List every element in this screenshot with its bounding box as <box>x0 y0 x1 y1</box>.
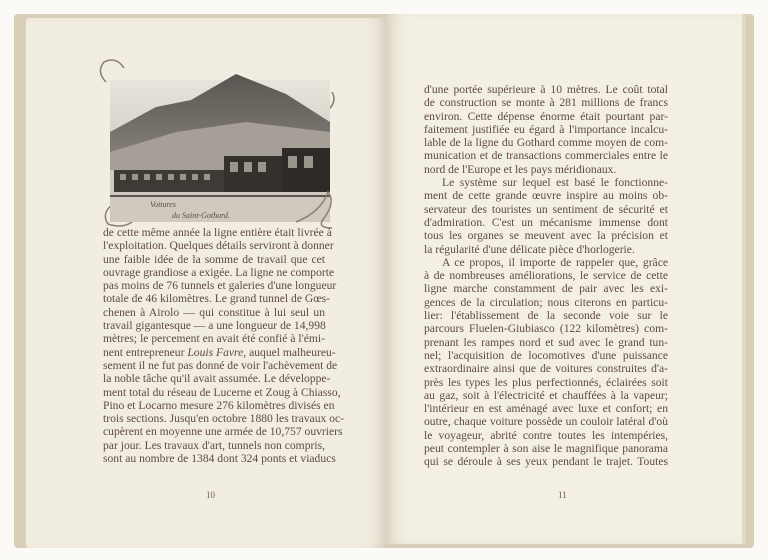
text-line: une faible idée de la somme de travail que cet <box>103 252 325 266</box>
text-line: totale de 46 kilomètres. Le grand tunnel de Gœs- <box>103 292 330 306</box>
text-line: prenant les rampes nord et sud avec le grand tun- <box>424 335 668 349</box>
text-line: gences de la circulation; nous citerons en particu- <box>424 295 668 309</box>
text-line: servateur des touristes un sentiment de sécurité et <box>424 202 668 216</box>
text-line: munication et de transactions commerciales entre le <box>424 149 668 163</box>
text-line: ligne marche constamment de pair avec les exi- <box>424 282 668 296</box>
page-number: 10 <box>206 490 215 500</box>
text-line: ment de cette grande œuvre inspire au moins ob- <box>424 189 668 203</box>
text-line: l'intérieur en est aménagé avec luxe et confort; en <box>424 402 668 416</box>
text-line: environ. Cette dépense énorme était pourtant par- <box>424 109 668 123</box>
text-line: faitement justifiée eu égard à l'importance incalcu- <box>424 122 668 136</box>
text-line <box>103 345 336 359</box>
text-line: cupèrent en moyenne une armée de 10,757 ouvriers <box>103 425 343 439</box>
text-line: près les types les plus perfectionnés, éclairées soit <box>424 375 668 389</box>
text-line: parcours Fluelen-Giubiasco (122 kilomètres) com- <box>424 322 668 336</box>
text-line: la noble tâche qu'il avait assumée. Le développe- <box>103 372 331 386</box>
train-illustration <box>96 52 338 232</box>
person-name: Louis Favre <box>187 345 244 359</box>
text-line: trois sections. Jusqu'en octobre 1880 les travaux oc- <box>103 412 344 426</box>
text-line: chenen à Airolo — qui constitue à lui seul un <box>103 305 325 319</box>
text-line: sont au nombre de 1384 dont 324 ponts et viaducs <box>103 452 336 466</box>
text-line: pas moins de 76 tunnels et galeries d'une longueur <box>103 279 337 293</box>
text-line: qui se déroule à ses yeux pendant le trajet. Toutes <box>424 455 668 469</box>
text-line: sement il ne fut pas donné de voir l'achèvement de <box>103 358 338 372</box>
caption-line-2: du Saint-Gothard. <box>172 211 230 220</box>
text-line: ouvrage grandiose a exigée. La ligne ne comporte <box>103 265 335 279</box>
text-segment: , auquel malheureu- <box>243 345 336 359</box>
text-line: le voyageur, abrité contre toutes les intempéries, <box>424 428 668 442</box>
text-line: lable de la ligne du Gothard comme moyen de com- <box>424 136 668 150</box>
text-line: au gaz, soit à l'électricité et chauffées à la vapeur; <box>424 388 668 402</box>
caption-line-1: Voitures <box>150 200 176 209</box>
text-line: extraordinaire ainsi que de voitures construites d'a- <box>424 362 668 376</box>
text-line: de construction se monte à 281 millions de francs <box>424 96 668 110</box>
right-page <box>386 14 746 544</box>
text-line: par jour. Les travaux d'art, tunnels non compris, <box>103 438 325 452</box>
text-line: nord de l'Europe et les pays méridionaux. <box>424 162 617 176</box>
text-line: lier: l'établissement de la seconde voie sur le <box>424 309 668 323</box>
text-line: A ce propos, il importe de rappeler que, grâce <box>442 255 668 269</box>
page-number: 11 <box>558 490 567 500</box>
text-line: de cette même année la ligne entière était livrée à <box>103 226 332 239</box>
text-line: ment total du réseau de Lucerne et Zoug à Chiasso, <box>103 385 341 399</box>
text-line: peut contempler à son aise le magnifique panorama <box>424 442 668 456</box>
text-line: nel; l'acquisition de locomotives d'une puissance <box>424 348 668 362</box>
text-segment: nent entrepreneur <box>103 345 188 359</box>
left-page <box>26 18 386 548</box>
text-line: l'exploitation. Quelques détails serviront à donner <box>103 239 334 253</box>
text-line: mètres; le percement en avait été confié à l'émi- <box>103 332 325 346</box>
text-line: la régularité d'une délicate pièce d'horlogerie. <box>424 242 635 256</box>
text-line: d'admiration. C'est un mécanisme immense dont <box>424 215 668 229</box>
text-line: Le système sur lequel est basé le fonctionne- <box>442 176 668 190</box>
right-body-text <box>424 83 668 469</box>
text-line: d'une portée supérieure à 10 mètres. Le coût total <box>424 83 668 96</box>
text-line: tous les organes se meuvent avec la précision et <box>424 229 668 243</box>
text-line: outre, chaque voiture possède un couloir latéral d'où <box>424 415 668 429</box>
text-line: Pino et Locarno mesure 276 kilomètres divisés en <box>103 398 335 412</box>
text-line: à de nombreuses améliorations, le service de cette <box>424 269 668 283</box>
left-body-text <box>103 226 344 466</box>
text-line: travail gigantesque — a une longueur de 14,998 <box>103 319 326 333</box>
